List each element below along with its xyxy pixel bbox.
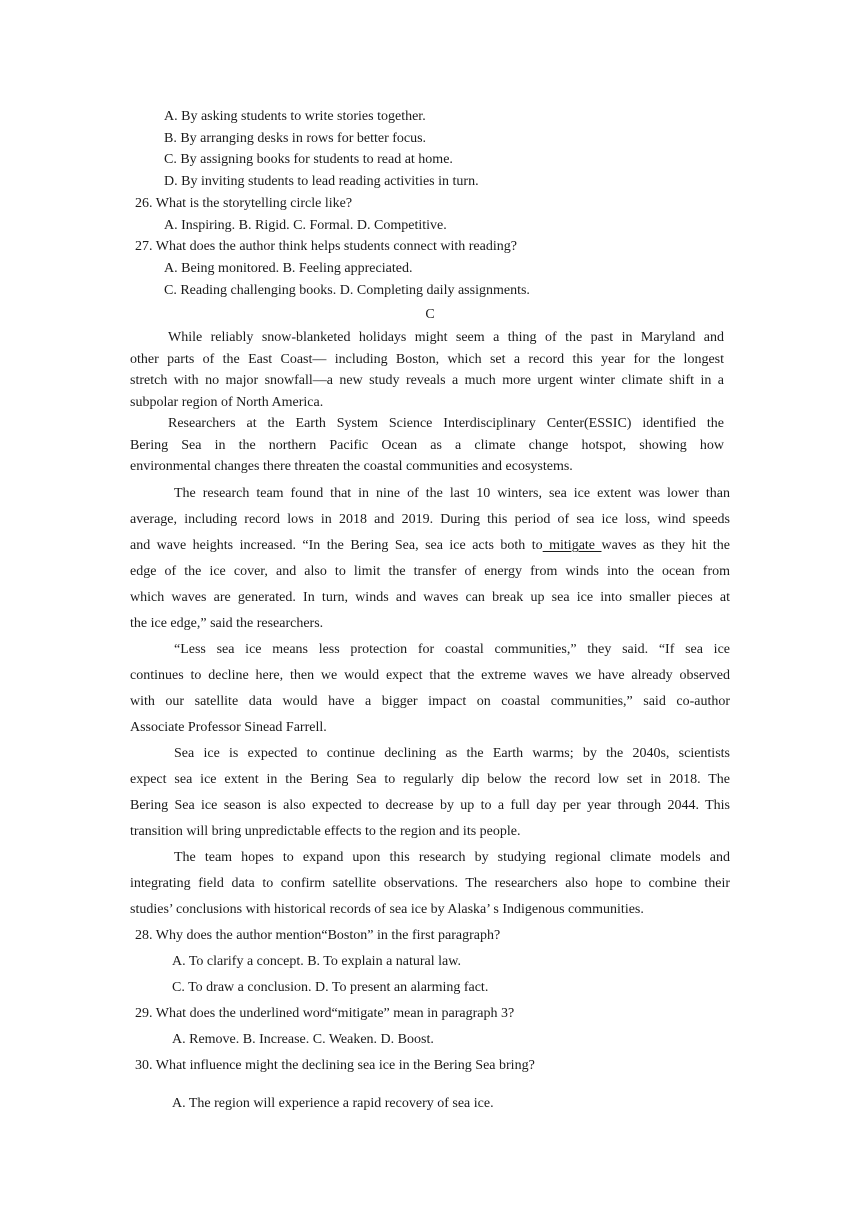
p2-line2: Bering Sea in the northern Pacific Ocean as a climate change hotspot, showing how bbox=[130, 438, 724, 453]
q26-options: A. Inspiring. B. Rigid. C. Formal. D. Competitive. bbox=[164, 218, 447, 233]
section-label: C bbox=[425, 307, 435, 322]
p6-line1: The team hopes to expand upon this research by studying regional climate models and bbox=[174, 850, 730, 865]
q25-option-a: A. By asking students to write stories together. bbox=[164, 109, 426, 124]
q27-options-line1: A. Being monitored. B. Feeling appreciated. bbox=[164, 261, 413, 276]
q29-stem: 29. What does the underlined word“mitigate” mean in paragraph 3? bbox=[135, 1006, 515, 1021]
p3-line5: which waves are generated. In turn, winds and waves can break up sea ice into smaller pieces at bbox=[130, 590, 730, 605]
q25-option-b: B. By arranging desks in rows for better focus. bbox=[164, 131, 427, 146]
q27-options-line2: C. Reading challenging books. D. Completing daily assignments. bbox=[164, 283, 530, 298]
p2-line3: environmental changes there threaten the coastal communities and ecosystems. bbox=[130, 459, 573, 474]
q28-stem: 28. Why does the author mention“Boston” in the first paragraph? bbox=[135, 928, 501, 943]
p4-line2: continues to decline here, then we would expect that the extreme waves we have already observed bbox=[130, 668, 730, 683]
p3-line2: average, including record lows in 2018 and 2019. During this period of sea ice loss, wind speeds bbox=[130, 512, 730, 527]
p3-line1: The research team found that in nine of the last 10 winters, sea ice extent was lower than bbox=[174, 486, 730, 501]
q28-options-line1: A. To clarify a concept. B. To explain a natural law. bbox=[172, 954, 461, 969]
p5-line4: transition will bring unpredictable effects to the region and its people. bbox=[130, 824, 521, 839]
q25-option-d: D. By inviting students to lead reading activities in turn. bbox=[164, 174, 479, 189]
p5-line1: Sea ice is expected to continue declining as the Earth warms; by the 2040s, scientists bbox=[174, 746, 730, 761]
p3-line3-before: and wave heights increased. “In the Bering Sea, sea ice acts both to bbox=[130, 538, 543, 553]
q26-stem: 26. What is the storytelling circle like? bbox=[135, 196, 353, 211]
q29-options: A. Remove. B. Increase. C. Weaken. D. Boost. bbox=[172, 1032, 434, 1047]
q27-stem: 27. What does the author think helps students connect with reading? bbox=[135, 239, 517, 254]
p3-line6: the ice edge,” said the researchers. bbox=[130, 616, 324, 631]
p2-line1: Researchers at the Earth System Science Interdisciplinary Center(ESSIC) identified the bbox=[168, 416, 724, 431]
q25-option-c: C. By assigning books for students to read at home. bbox=[164, 152, 453, 167]
q28-options-line2: C. To draw a conclusion. D. To present an alarming fact. bbox=[172, 980, 489, 995]
p3-line3 bbox=[130, 536, 730, 556]
p1-line2: other parts of the East Coast— including Boston, which set a record this year for the longest bbox=[130, 352, 724, 367]
p6-line2: integrating field data to confirm satellite observations. The researchers also hope to combine their bbox=[130, 876, 730, 891]
q30-option-a: A. The region will experience a rapid recovery of sea ice. bbox=[172, 1096, 494, 1111]
p5-line3: Bering Sea ice season is also expected to decrease by up to a full day per year through 2044. This bbox=[130, 798, 730, 813]
p5-line2: expect sea ice extent in the Bering Sea to regularly dip below the record low set in 2018. The bbox=[130, 772, 730, 787]
p1-line4: subpolar region of North America. bbox=[130, 395, 324, 410]
p4-line3: with our satellite data would have a bigger impact on coastal communities,” said co-author bbox=[130, 694, 730, 709]
p4-line4: Associate Professor Sinead Farrell. bbox=[130, 720, 327, 735]
p1-line3: stretch with no major snowfall—a new study reveals a much more urgent winter climate shift in a bbox=[130, 373, 724, 388]
underlined-word-mitigate: mitigate bbox=[542, 538, 602, 553]
p6-line3: studies’ conclusions with historical records of sea ice by Alaska’ s Indigenous communities. bbox=[130, 902, 644, 917]
p4-line1: “Less sea ice means less protection for coastal communities,” they said. “If sea ice bbox=[174, 642, 730, 657]
p1-line1: While reliably snow-blanketed holidays might seem a thing of the past in Maryland and bbox=[168, 330, 724, 345]
p3-line3-after: waves as they hit the bbox=[601, 538, 730, 553]
p3-line4: edge of the ice cover, and also to limit the transfer of energy from winds into the ocean from bbox=[130, 564, 730, 579]
q30-stem: 30. What influence might the declining sea ice in the Bering Sea bring? bbox=[135, 1058, 535, 1073]
